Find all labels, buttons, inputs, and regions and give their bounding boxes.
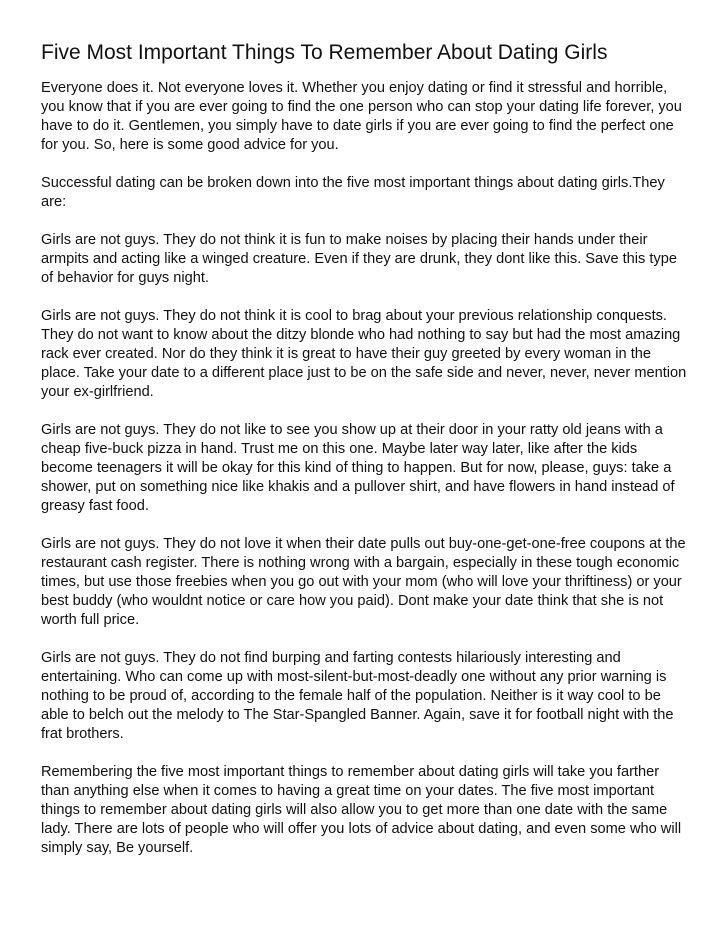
paragraph-tip-4: Girls are not guys. They do not love it when their date pulls out buy-one-get-one-free coupons at the restaurant cash register. There is nothing wrong with a bargain, especially in these tough economic times, but use those freebies when you go out with your mom (who will love your thriftiness) or your best buddy (who wouldnt notice or care how you paid). Dont make your date think that she is not worth full price. bbox=[41, 536, 686, 628]
paragraph-tip-1: Girls are not guys. They do not think it is fun to make noises by placing their hands under their armpits and acting like a winged creature. Even if they are drunk, they dont like this. Save this type of behavior for guys night. bbox=[41, 232, 677, 286]
document-title: Five Most Important Things To Remember About Dating Girls bbox=[41, 41, 608, 64]
paragraph-conclusion: Remembering the five most important things to remember about dating girls will take you farther than anything else when it comes to having a great time on your dates. The five most important things to remember about dating girls will also allow you to get more than one date with the same lady. There are lots of people who will offer you lots of advice about dating, and even some who will simply say, Be yourself. bbox=[41, 764, 682, 856]
paragraph-intro: Everyone does it. Not everyone loves it. Whether you enjoy dating or find it stressful and horrible, you know that if you are ever going to find the one person who can stop your dating life forever, you have to do it. Gentlemen, you simply have to date girls if you are ever going to find the perfect one for you. So, here is some good advice for you. bbox=[41, 80, 682, 153]
paragraph-tip-3: Girls are not guys. They do not like to see you show up at their door in your ratty old jeans with a cheap five-buck pizza in hand. Trust me on this one. Maybe later way later, like after the kids become teenagers it will be okay for this kind of thing to happen. But for now, please, guys: take a shower, put on something nice like khakis and a pullover shirt, and have flowers in hand instead of greasy fast food. bbox=[41, 422, 675, 514]
paragraph-tip-5: Girls are not guys. They do not find burping and farting contests hilariously interesting and entertaining. Who can come up with most-silent-but-most-deadly one without any prior warning is nothing to be proud of, according to the female half of the population. Neither is it way cool to be able to belch out the melody to The Star-Spangled Banner. Again, save it for football night with the frat brothers. bbox=[41, 650, 674, 742]
document-page bbox=[41, 38, 691, 858]
paragraph-tip-2: Girls are not guys. They do not think it is cool to brag about your previous relationship conquests. They do not want to know about the ditzy blonde who had nothing to say but had the most amazing rack ever created. Nor do they think it is great to have their guy greeted by every woman in the place. Take your date to a different place just to be on the safe side and never, never, never mention your ex-girlfriend. bbox=[41, 308, 687, 400]
paragraph-lead-in: Successful dating can be broken down into the five most important things about dating girls.They are: bbox=[41, 175, 665, 210]
